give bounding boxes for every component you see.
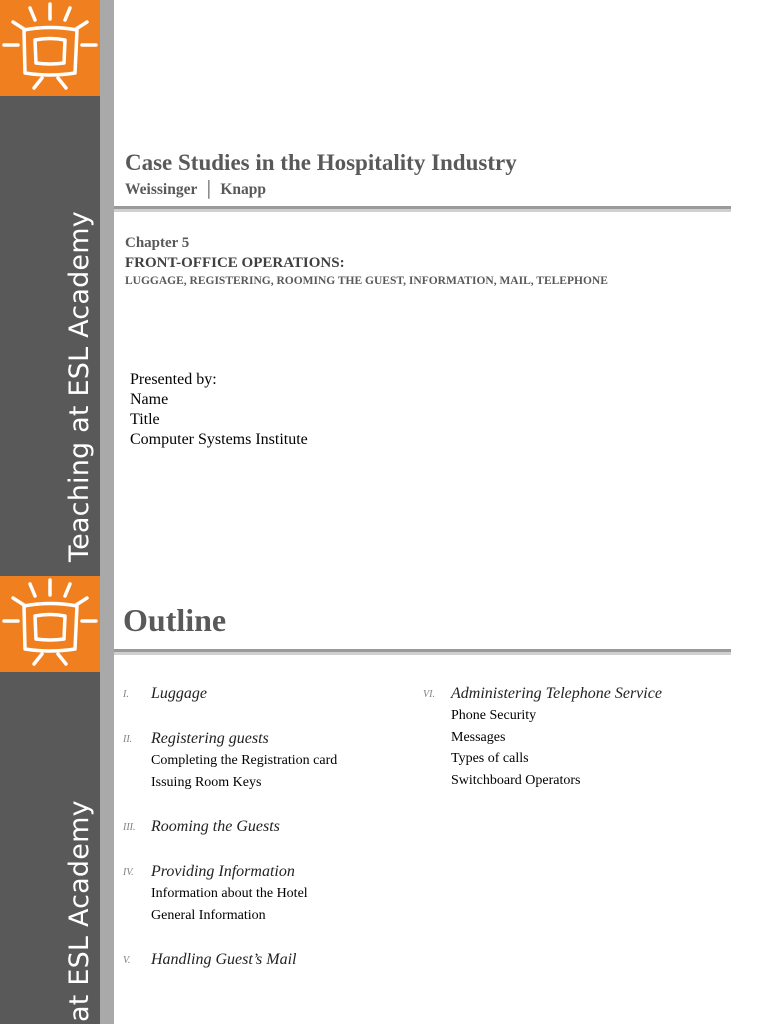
outline-item-heading: Rooming the Guests [151, 818, 280, 835]
outline-item-number: VI. [423, 689, 435, 700]
logo [0, 0, 100, 96]
logo [0, 576, 100, 672]
outline-item-heading: Handling Guest’s Mail [151, 951, 297, 968]
outline-item-number: III. [123, 822, 136, 833]
outline-item-number: IV. [123, 867, 134, 878]
outline-item-heading: Providing Information [151, 863, 295, 880]
outline-item [423, 683, 662, 791]
outline-subitem: Information about the Hotel [151, 886, 308, 901]
sidebar-stripe [100, 576, 114, 1024]
outline-item [123, 816, 337, 838]
outline-item-number: II. [123, 734, 133, 745]
outline-subitem: Switchboard Operators [451, 772, 581, 788]
presenter-line: Presented by: [130, 371, 217, 388]
tv-sun-logo-icon [0, 576, 100, 672]
title-rule [114, 649, 731, 655]
outline-subitem: General Information [151, 907, 266, 923]
tv-sun-logo-icon [0, 0, 100, 96]
outline-column-left [123, 683, 337, 971]
presenter-line: Title [130, 411, 160, 428]
outline-item-heading: Administering Telephone Service [451, 685, 662, 702]
sidebar-label: at ESL Academy [64, 800, 95, 1022]
chapter-subtitle: LUGGAGE, REGISTERING, ROOMING THE GUEST, INFORMATION, MAIL, TELEPHONE [125, 275, 608, 287]
outline-subitem: Completing the Registration card [151, 753, 338, 768]
author-name: Knapp [220, 181, 266, 198]
outline-column-right [423, 683, 662, 791]
sidebar-label: Teaching at ESL Academy [64, 211, 95, 562]
outline-subitem: Messages [451, 729, 506, 745]
presenter-line: Name [130, 391, 169, 408]
outline-item-number: I. [123, 689, 129, 700]
outline-item [123, 728, 337, 793]
sidebar-stripe [100, 0, 114, 576]
outline-subitem: Issuing Room Keys [151, 774, 262, 790]
outline-item-heading: Registering guests [151, 730, 269, 747]
chapter-number: Chapter 5 [125, 235, 190, 251]
presentation-title: Case Studies in the Hospitality Industry [125, 150, 517, 175]
outline-item-number: V. [123, 955, 131, 966]
author-name: Weissinger [125, 181, 198, 198]
outline-item [123, 949, 337, 971]
outline-item [123, 861, 337, 926]
authors [125, 181, 266, 199]
outline-title: Outline [123, 602, 227, 638]
chapter-title: FRONT-OFFICE OPERATIONS: [125, 255, 345, 271]
outline-item-heading: Luggage [151, 685, 207, 702]
presenter-line: Computer Systems Institute [130, 431, 308, 448]
author-separator: │ [203, 181, 215, 198]
outline-subitem: Phone Security [451, 708, 537, 723]
outline-subitem: Types of calls [451, 751, 529, 766]
outline-item [123, 683, 337, 705]
outline-slide [0, 576, 768, 1024]
presenter-block [130, 370, 308, 450]
title-rule [114, 206, 731, 212]
